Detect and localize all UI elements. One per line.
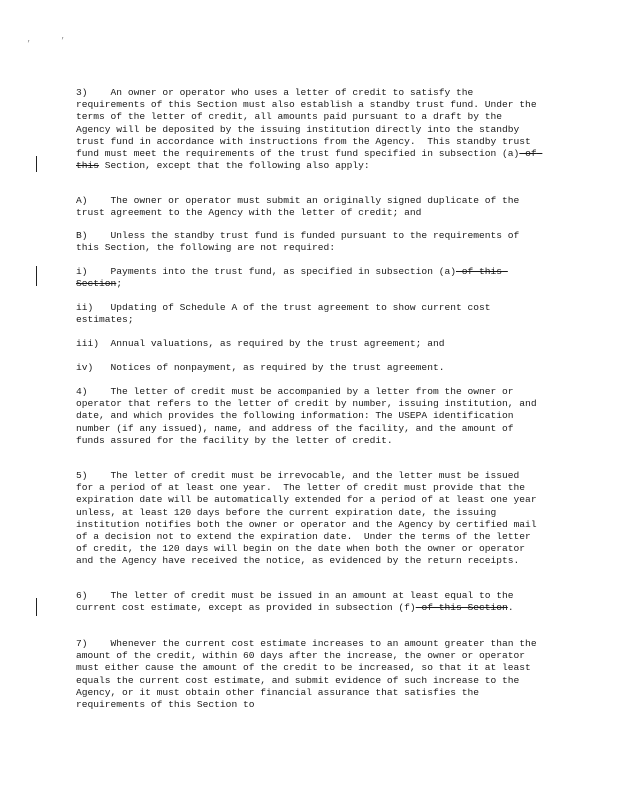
paragraph-iv [76,362,538,374]
paragraph-text: 7) Whenever the current cost estimate increases to an amount greater than the amount of the credit, within 60 days after the increase, the owner or operator must either cause the amount of the credit to be increased, so that it at least equals the current cost estimate, and submit evidence of such increase to the Agency, or it must obtain other financial assurance that satisfies the requirements of this Section to [76,638,543,711]
paragraph-text: i) Payments into the trust fund, as specified in subsection (a) [76,266,456,277]
paragraph-i [76,266,538,290]
paragraph-text: ii) Updating of Schedule A of the trust agreement to show current cost estimates; [76,302,497,326]
paragraph-iii [76,338,538,350]
paragraph-3 [76,87,543,172]
paragraph-text: A) The owner or operator must submit an originally signed duplicate of the trust agreement to the Agency with the letter of credit; and [76,195,526,219]
paragraph-text: 5) The letter of credit must be irrevocable, and the letter must be issued for a period of at least one year. The letter of credit must provide that the expiration date will be automatically extended for a period of at least one year unless, at least 120 days before the current expiration date, the issuing institution notifies both the owner or operator and the Agency by certified mail of a decision not to extend the expiration date. Under the terms of the letter of credit, the 120 days will begin on the date when both the owner or operator and the Agency have received the notice, as evidenced by the return receipts. [76,470,543,567]
paragraph-5 [76,470,543,568]
struck-text: of this Section [415,602,508,614]
paragraph-text-end: Section, except that the following also apply: [99,160,370,172]
scan-mark-right: , [61,33,66,41]
paragraph-text-end: ; [116,278,123,290]
paragraph-4 [76,386,543,447]
paragraph-text: 4) The letter of credit must be accompanied by a letter from the owner or operator that refers to the letter of credit by number, issuing institution, and date, and which provides the following information: The USEPA identification number (if any issued), name, and address of the facility, and the amount of funds assured for the facility by the letter of credit. [76,386,543,446]
paragraph-6 [76,590,538,614]
revision-bar [36,156,37,172]
paragraph-7 [76,638,543,711]
struck-text: of this Section [76,266,508,290]
struck-text: of this [76,148,543,172]
paragraph-text: 3) An owner or operator who uses a letter of credit to satisfy the requirements of this Section must also establish a standby trust fund. Under the terms of the letter of credit, all amounts paid pursuant to a draft by the Agency will be deposited by the issuing institution directly into the standby trust fund in accordance with instructions from the Agency. This standby trust fund must meet the requirements of the trust fund specified in subsection (a) [76,87,543,160]
revision-bar [36,598,37,616]
paragraph-ii [76,302,538,326]
revision-bar [36,266,37,286]
paragraph-text-end: . [507,602,514,614]
paragraph-text: iii) Annual valuations, as required by the trust agreement; and [76,338,445,349]
paragraph-B [76,230,538,254]
paragraph-text: iv) Notices of nonpayment, as required by the trust agreement. [76,362,445,373]
paragraph-text: B) Unless the standby trust fund is funded pursuant to the requirements of this Section, the following are not required: [76,230,526,254]
scan-mark-left: , [27,36,32,44]
paragraph-A [76,195,538,219]
paragraph-text: 6) The letter of credit must be issued in an amount at least equal to the current cost estimate, except as provided in subsection (f) [76,590,520,614]
